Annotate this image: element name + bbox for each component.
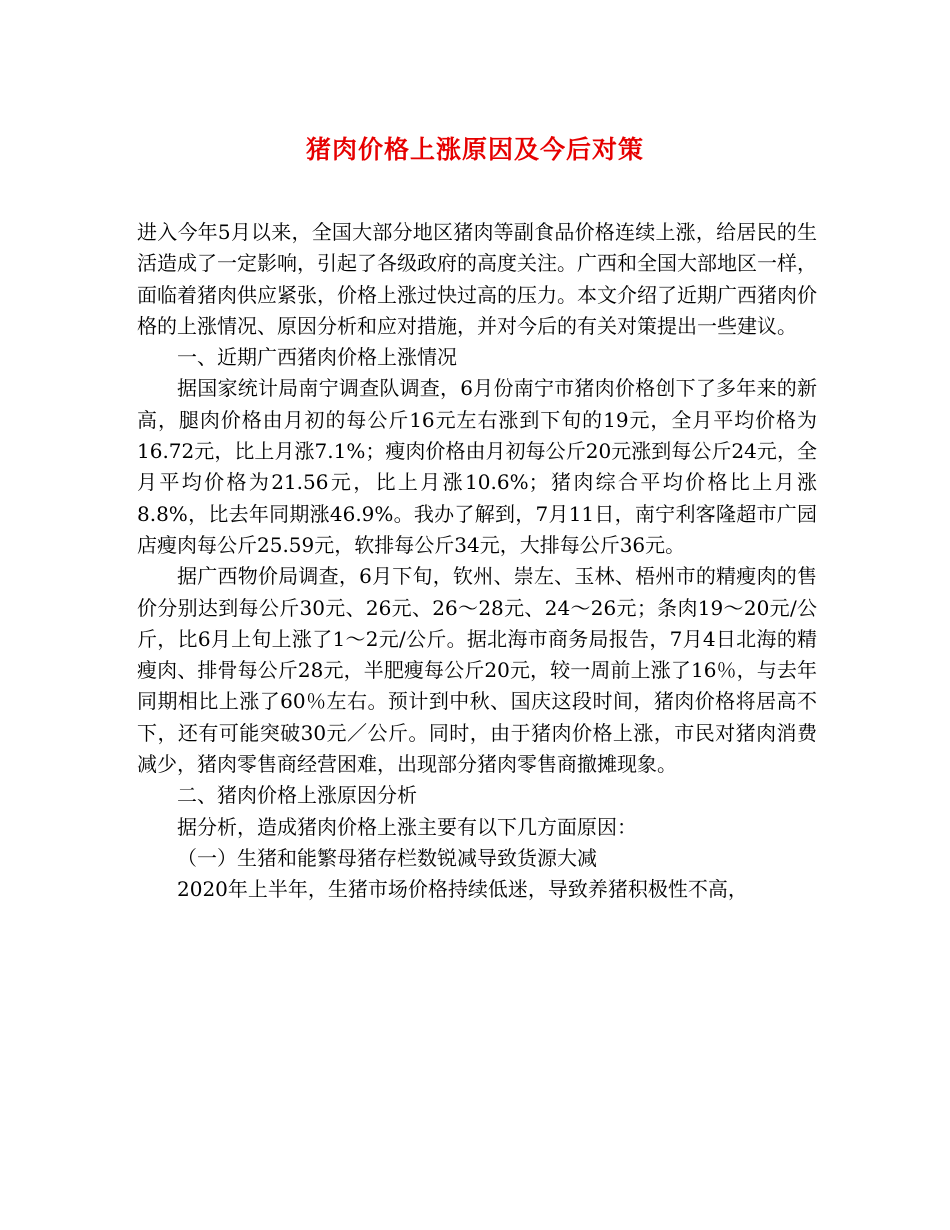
paragraph-intro: 进入今年5月以来，全国大部分地区猪肉等副食品价格连续上涨，给居民的生活造成了一定影响，引起了各级政府的高度关注。广西和全国大部地区一样，面临着猪肉供应紧张，价格上涨过快过高的压力。本文介绍了近期广西猪肉价格的上涨情况、原因分析和应对措施，并对今后的有关对策提出一些建议。 [137, 220, 817, 338]
paragraph-nanning-survey: 据国家统计局南宁调查队调查，6月份南宁市猪肉价格创下了多年来的新高，腿肉价格由月初的每公斤16元左右涨到下旬的19元，全月平均价格为16.72元，比上月涨7.1%；瘦肉价格由月初每公斤20元涨到每公斤24元，全月平均价格为21.56元，比上月涨10.6%；猪肉综合平均价格比上月涨8.8%，比去年同期涨46.9%。我办了解到，7月11日，南宁利客隆超市广园店瘦肉每公斤25.59元，软排每公斤34元，大排每公斤36元。 [137, 376, 817, 557]
section-heading-2: 二、猪肉价格上涨原因分析 [177, 783, 417, 808]
subsection-heading-1: （一）生猪和能繁母猪存栏数锐减导致货源大减 [177, 845, 597, 870]
paragraph-2020-market: 2020年上半年，生猪市场价格持续低迷，导致养猪积极性不高， [177, 877, 748, 902]
section-heading-1: 一、近期广西猪肉价格上涨情况 [177, 345, 457, 370]
paragraph-analysis-intro: 据分析，造成猪肉价格上涨主要有以下几方面原因： [177, 814, 637, 839]
paragraph-guangxi-survey: 据广西物价局调查，6月下旬，钦州、崇左、玉林、梧州市的精瘦肉的售价分别达到每公斤30元、26元、26～28元、24～26元；条肉19～20元/公斤，比6月上旬上涨了1～2元/公斤。据北海市商务局报告，7月4日北海的精瘦肉、排骨每公斤28元，半肥瘦每公斤20元，较一周前上涨了16％，与去年同期相比上涨了60％左右。预计到中秋、国庆这段时间，猪肉价格将居高不下，还有可能突破30元／公斤。同时，由于猪肉价格上涨，市民对猪肉消费减少，猪肉零售商经营困难，出现部分猪肉零售商撤摊现象。 [137, 564, 817, 777]
document-body [137, 217, 817, 906]
document-title: 猪肉价格上涨原因及今后对策 [305, 135, 644, 164]
